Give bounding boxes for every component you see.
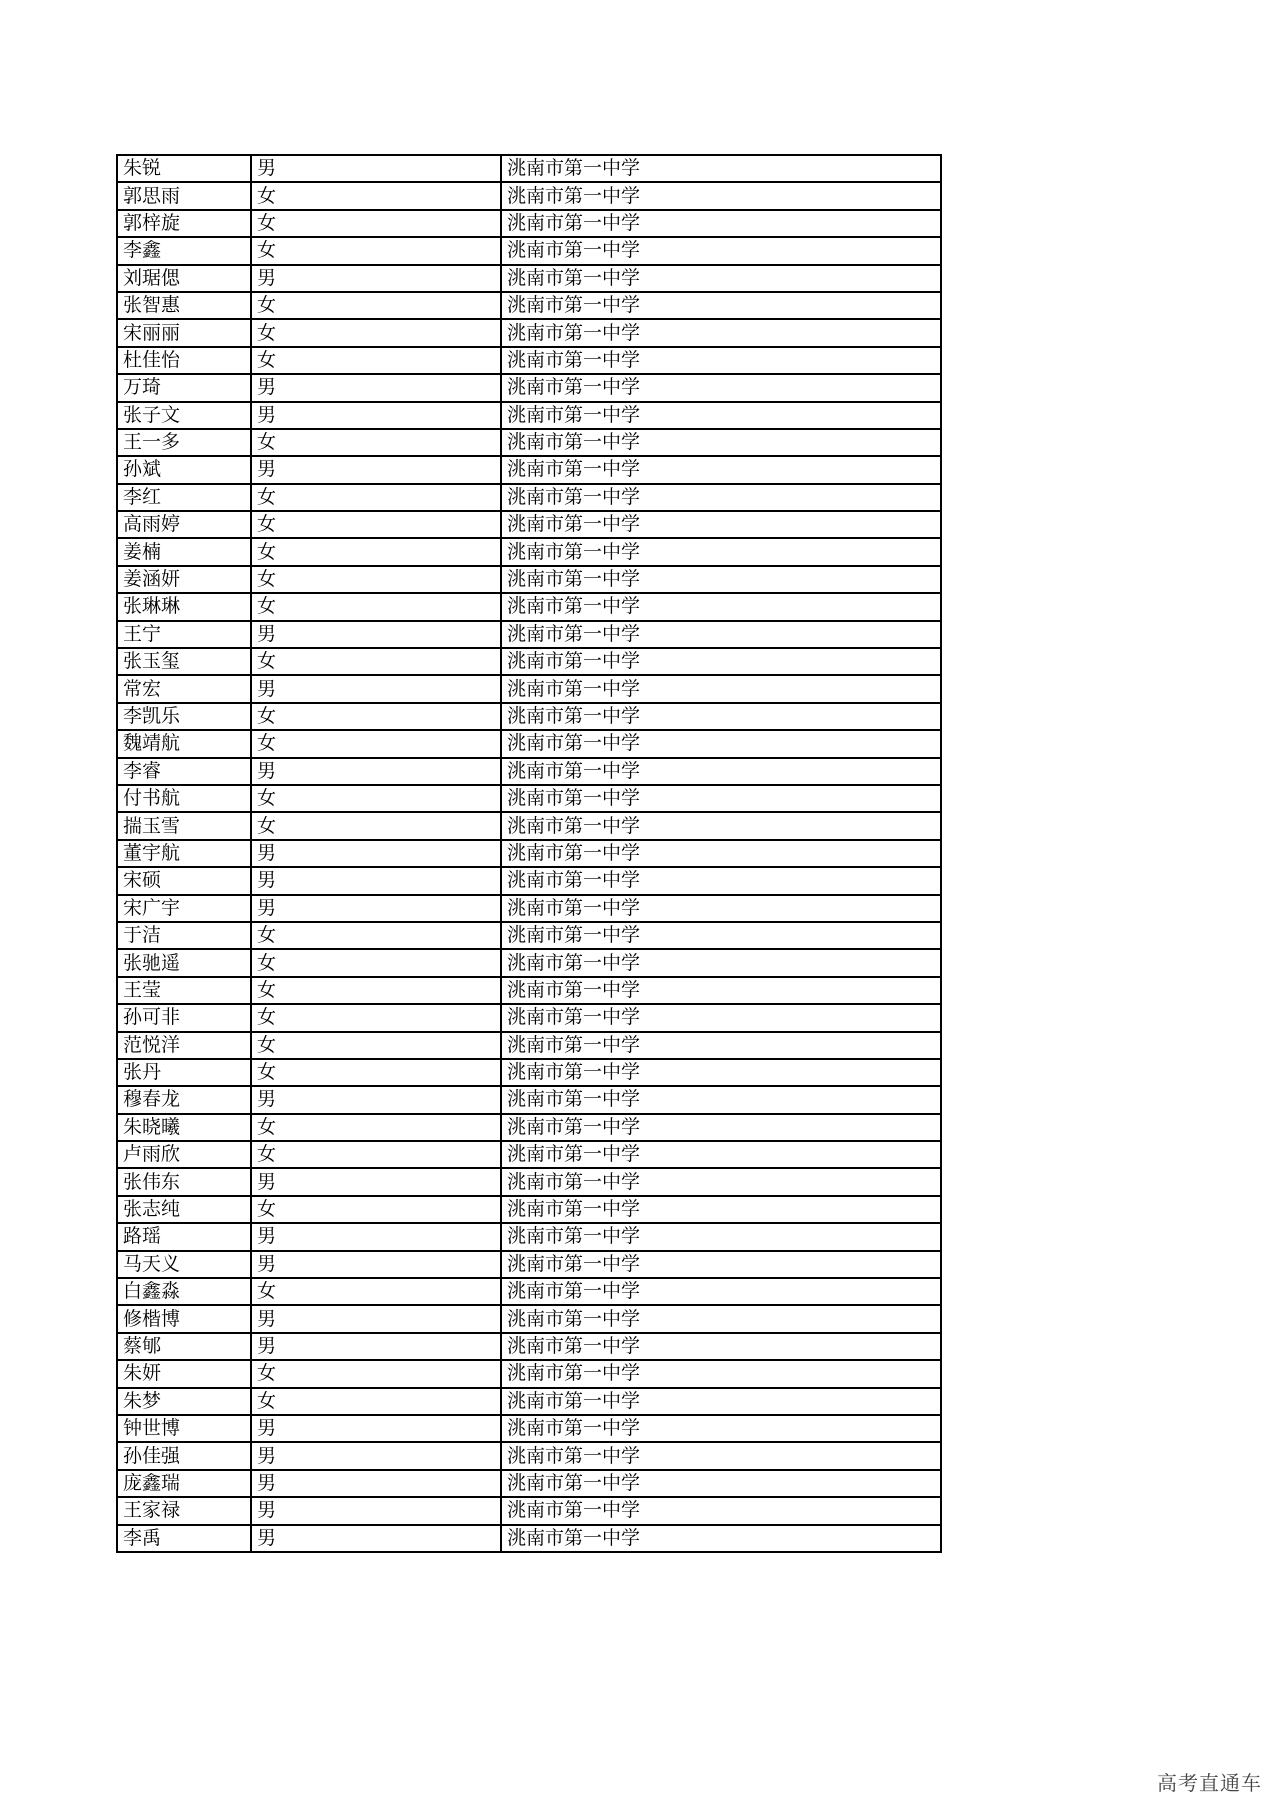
school-cell: 洮南市第一中学	[501, 1114, 941, 1141]
gender-cell: 男	[251, 402, 501, 429]
school-cell: 洮南市第一中学	[501, 1086, 941, 1113]
school-cell: 洮南市第一中学	[501, 867, 941, 894]
school-cell: 洮南市第一中学	[501, 1059, 941, 1086]
student-name-cell: 刘琚偲	[117, 265, 251, 292]
table-row	[117, 758, 941, 785]
table-row	[117, 1141, 941, 1168]
table-row	[117, 867, 941, 894]
table-row	[117, 1333, 941, 1360]
table-row	[117, 292, 941, 319]
table-row	[117, 1004, 941, 1031]
table-row	[117, 1196, 941, 1223]
gender-cell: 女	[251, 977, 501, 1004]
gender-cell: 女	[251, 949, 501, 976]
table-row	[117, 155, 941, 182]
student-name-cell: 孙可非	[117, 1004, 251, 1031]
table-row	[117, 1032, 941, 1059]
student-name-cell: 孙斌	[117, 456, 251, 483]
school-cell: 洮南市第一中学	[501, 840, 941, 867]
table-row	[117, 730, 941, 757]
student-name-cell: 钟世博	[117, 1415, 251, 1442]
student-name-cell: 郭思雨	[117, 182, 251, 209]
gender-cell: 男	[251, 1525, 501, 1552]
table-row	[117, 1388, 941, 1415]
gender-cell: 女	[251, 1360, 501, 1387]
school-cell: 洮南市第一中学	[501, 429, 941, 456]
student-name-cell: 庞鑫瑞	[117, 1470, 251, 1497]
school-cell: 洮南市第一中学	[501, 155, 941, 182]
table-row	[117, 511, 941, 538]
student-name-cell: 宋丽丽	[117, 319, 251, 346]
gender-cell: 男	[251, 1442, 501, 1469]
school-cell: 洮南市第一中学	[501, 1415, 941, 1442]
table-row	[117, 1278, 941, 1305]
school-cell: 洮南市第一中学	[501, 1525, 941, 1552]
school-cell: 洮南市第一中学	[501, 265, 941, 292]
gender-cell: 女	[251, 648, 501, 675]
student-name-cell: 姜涵妍	[117, 566, 251, 593]
student-name-cell: 王一多	[117, 429, 251, 456]
school-cell: 洮南市第一中学	[501, 1251, 941, 1278]
school-cell: 洮南市第一中学	[501, 949, 941, 976]
gender-cell: 男	[251, 1251, 501, 1278]
student-name-cell: 修楷博	[117, 1305, 251, 1332]
student-name-cell: 路瑶	[117, 1223, 251, 1250]
table-row	[117, 785, 941, 812]
student-name-cell: 张智惠	[117, 292, 251, 319]
table-row	[117, 1223, 941, 1250]
school-cell: 洮南市第一中学	[501, 1141, 941, 1168]
gender-cell: 男	[251, 675, 501, 702]
school-cell: 洮南市第一中学	[501, 593, 941, 620]
school-cell: 洮南市第一中学	[501, 922, 941, 949]
student-name-cell: 姜楠	[117, 538, 251, 565]
table-row	[117, 949, 941, 976]
gender-cell: 女	[251, 703, 501, 730]
student-name-cell: 马天义	[117, 1251, 251, 1278]
student-name-cell: 张伟东	[117, 1168, 251, 1195]
student-name-cell: 王宁	[117, 621, 251, 648]
gender-cell: 女	[251, 292, 501, 319]
school-cell: 洮南市第一中学	[501, 456, 941, 483]
student-name-cell: 穆春龙	[117, 1086, 251, 1113]
school-cell: 洮南市第一中学	[501, 1196, 941, 1223]
table-row	[117, 977, 941, 1004]
school-cell: 洮南市第一中学	[501, 812, 941, 839]
gender-cell: 女	[251, 730, 501, 757]
gender-cell: 女	[251, 566, 501, 593]
school-cell: 洮南市第一中学	[501, 977, 941, 1004]
school-cell: 洮南市第一中学	[501, 1305, 941, 1332]
table-row	[117, 1114, 941, 1141]
school-cell: 洮南市第一中学	[501, 1032, 941, 1059]
gender-cell: 女	[251, 429, 501, 456]
student-name-cell: 李凯乐	[117, 703, 251, 730]
table-row	[117, 265, 941, 292]
student-name-cell: 宋硕	[117, 867, 251, 894]
gender-cell: 女	[251, 182, 501, 209]
gender-cell: 女	[251, 812, 501, 839]
table-row	[117, 538, 941, 565]
school-cell: 洮南市第一中学	[501, 292, 941, 319]
gender-cell: 女	[251, 1032, 501, 1059]
gender-cell: 女	[251, 347, 501, 374]
school-cell: 洮南市第一中学	[501, 648, 941, 675]
student-name-cell: 揣玉雪	[117, 812, 251, 839]
student-roster-table	[116, 154, 942, 1553]
gender-cell: 男	[251, 1497, 501, 1524]
school-cell: 洮南市第一中学	[501, 1470, 941, 1497]
table-row	[117, 1086, 941, 1113]
gender-cell: 男	[251, 1086, 501, 1113]
table-row	[117, 1442, 941, 1469]
gender-cell: 男	[251, 374, 501, 401]
school-cell: 洮南市第一中学	[501, 1333, 941, 1360]
table-row	[117, 1360, 941, 1387]
table-row	[117, 1415, 941, 1442]
table-row	[117, 922, 941, 949]
table-row	[117, 456, 941, 483]
gender-cell: 男	[251, 621, 501, 648]
school-cell: 洮南市第一中学	[501, 237, 941, 264]
gender-cell: 女	[251, 1388, 501, 1415]
school-cell: 洮南市第一中学	[501, 1278, 941, 1305]
school-cell: 洮南市第一中学	[501, 319, 941, 346]
table-row	[117, 319, 941, 346]
student-name-cell: 李红	[117, 484, 251, 511]
school-cell: 洮南市第一中学	[501, 785, 941, 812]
student-name-cell: 张玉玺	[117, 648, 251, 675]
gender-cell: 女	[251, 210, 501, 237]
watermark-text: 高考直通车	[1157, 1771, 1262, 1795]
gender-cell: 男	[251, 1223, 501, 1250]
table-row	[117, 1059, 941, 1086]
school-cell: 洮南市第一中学	[501, 730, 941, 757]
gender-cell: 女	[251, 593, 501, 620]
gender-cell: 女	[251, 1004, 501, 1031]
table-row	[117, 703, 941, 730]
student-name-cell: 李睿	[117, 758, 251, 785]
school-cell: 洮南市第一中学	[501, 566, 941, 593]
student-name-cell: 李禹	[117, 1525, 251, 1552]
student-name-cell: 于洁	[117, 922, 251, 949]
table-row	[117, 429, 941, 456]
school-cell: 洮南市第一中学	[501, 1168, 941, 1195]
school-cell: 洮南市第一中学	[501, 1442, 941, 1469]
student-name-cell: 张琳琳	[117, 593, 251, 620]
gender-cell: 女	[251, 484, 501, 511]
table-row	[117, 1251, 941, 1278]
school-cell: 洮南市第一中学	[501, 182, 941, 209]
school-cell: 洮南市第一中学	[501, 1360, 941, 1387]
student-name-cell: 王莹	[117, 977, 251, 1004]
gender-cell: 女	[251, 1278, 501, 1305]
student-name-cell: 魏靖航	[117, 730, 251, 757]
school-cell: 洮南市第一中学	[501, 1388, 941, 1415]
student-name-cell: 张志纯	[117, 1196, 251, 1223]
student-name-cell: 郭梓旋	[117, 210, 251, 237]
gender-cell: 男	[251, 758, 501, 785]
school-cell: 洮南市第一中学	[501, 511, 941, 538]
table-row	[117, 484, 941, 511]
school-cell: 洮南市第一中学	[501, 758, 941, 785]
student-name-cell: 白鑫淼	[117, 1278, 251, 1305]
gender-cell: 男	[251, 1168, 501, 1195]
table-row	[117, 566, 941, 593]
student-name-cell: 朱梦	[117, 1388, 251, 1415]
table-row	[117, 210, 941, 237]
student-name-cell: 孙佳强	[117, 1442, 251, 1469]
student-name-cell: 张驰遥	[117, 949, 251, 976]
gender-cell: 男	[251, 1333, 501, 1360]
table-row	[117, 347, 941, 374]
student-name-cell: 宋广宇	[117, 895, 251, 922]
gender-cell: 男	[251, 456, 501, 483]
gender-cell: 男	[251, 840, 501, 867]
table-row	[117, 648, 941, 675]
table-row	[117, 402, 941, 429]
student-name-cell: 王家禄	[117, 1497, 251, 1524]
table-row	[117, 237, 941, 264]
table-row	[117, 1470, 941, 1497]
table-row	[117, 812, 941, 839]
student-name-cell: 朱锐	[117, 155, 251, 182]
table-row	[117, 895, 941, 922]
school-cell: 洮南市第一中学	[501, 675, 941, 702]
gender-cell: 男	[251, 1415, 501, 1442]
student-name-cell: 范悦洋	[117, 1032, 251, 1059]
table-row	[117, 374, 941, 401]
table-row	[117, 1305, 941, 1332]
student-name-cell: 付书航	[117, 785, 251, 812]
school-cell: 洮南市第一中学	[501, 347, 941, 374]
gender-cell: 男	[251, 1470, 501, 1497]
school-cell: 洮南市第一中学	[501, 621, 941, 648]
table-row	[117, 1168, 941, 1195]
student-name-cell: 张丹	[117, 1059, 251, 1086]
gender-cell: 女	[251, 1141, 501, 1168]
school-cell: 洮南市第一中学	[501, 1223, 941, 1250]
school-cell: 洮南市第一中学	[501, 703, 941, 730]
table-row	[117, 675, 941, 702]
student-name-cell: 张子文	[117, 402, 251, 429]
gender-cell: 女	[251, 1114, 501, 1141]
table-row	[117, 593, 941, 620]
student-name-cell: 李鑫	[117, 237, 251, 264]
student-name-cell: 常宏	[117, 675, 251, 702]
student-name-cell: 高雨婷	[117, 511, 251, 538]
table-row	[117, 1497, 941, 1524]
school-cell: 洮南市第一中学	[501, 484, 941, 511]
gender-cell: 女	[251, 1059, 501, 1086]
school-cell: 洮南市第一中学	[501, 210, 941, 237]
school-cell: 洮南市第一中学	[501, 895, 941, 922]
table-row	[117, 621, 941, 648]
student-name-cell: 朱晓曦	[117, 1114, 251, 1141]
gender-cell: 女	[251, 785, 501, 812]
gender-cell: 男	[251, 1305, 501, 1332]
student-name-cell: 杜佳怡	[117, 347, 251, 374]
student-name-cell: 卢雨欣	[117, 1141, 251, 1168]
gender-cell: 女	[251, 538, 501, 565]
gender-cell: 男	[251, 155, 501, 182]
gender-cell: 女	[251, 511, 501, 538]
student-name-cell: 蔡郇	[117, 1333, 251, 1360]
student-name-cell: 董宇航	[117, 840, 251, 867]
gender-cell: 女	[251, 922, 501, 949]
table-row	[117, 840, 941, 867]
table-row	[117, 182, 941, 209]
roster-body	[117, 155, 941, 1552]
school-cell: 洮南市第一中学	[501, 402, 941, 429]
table-row	[117, 1525, 941, 1552]
school-cell: 洮南市第一中学	[501, 374, 941, 401]
school-cell: 洮南市第一中学	[501, 538, 941, 565]
gender-cell: 男	[251, 895, 501, 922]
gender-cell: 女	[251, 237, 501, 264]
gender-cell: 女	[251, 319, 501, 346]
gender-cell: 男	[251, 867, 501, 894]
student-name-cell: 朱妍	[117, 1360, 251, 1387]
gender-cell: 女	[251, 1196, 501, 1223]
school-cell: 洮南市第一中学	[501, 1004, 941, 1031]
gender-cell: 男	[251, 265, 501, 292]
school-cell: 洮南市第一中学	[501, 1497, 941, 1524]
student-name-cell: 万琦	[117, 374, 251, 401]
